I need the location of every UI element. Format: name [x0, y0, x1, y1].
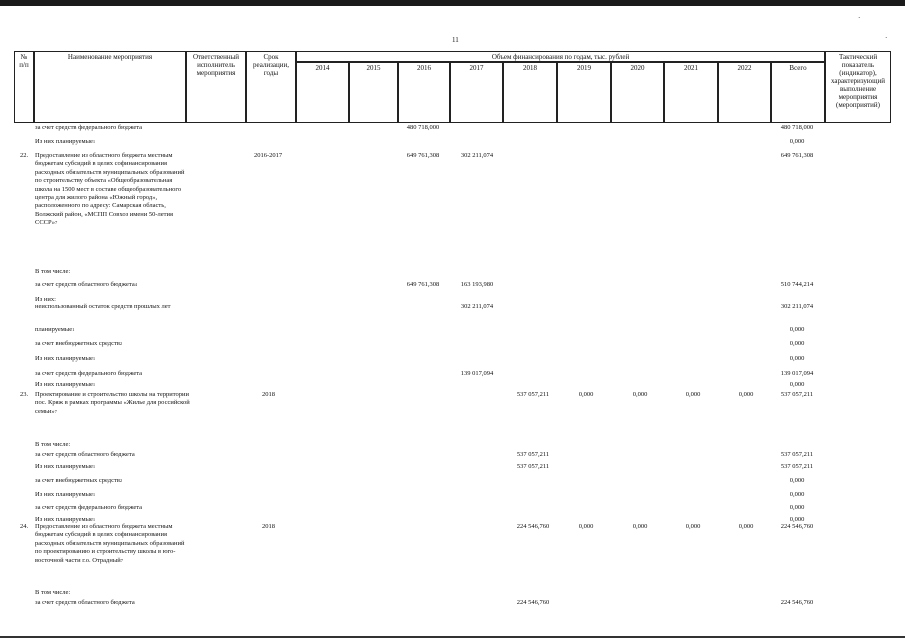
- row-label: [35, 391, 190, 416]
- value-2017: 302 211,074: [460, 152, 494, 159]
- footnote-ref: 4: [134, 282, 137, 287]
- row-label-text: Из них планируемые: [35, 491, 93, 498]
- header-executor: Ответственный исполнитель мероприятия: [186, 51, 246, 123]
- value-2022: 0,000: [738, 391, 754, 398]
- header-year: 2016: [398, 62, 450, 123]
- header-year: 2022: [718, 62, 771, 123]
- footnote-ref: 7: [120, 557, 123, 563]
- value-2021: 0,000: [685, 391, 701, 398]
- row-label: [35, 599, 190, 607]
- header-year: 2020: [611, 62, 664, 123]
- value-2016: 649 761,308: [406, 281, 440, 288]
- footnote-ref: 1: [92, 356, 96, 361]
- value-2019: 0,000: [578, 391, 594, 398]
- value-2018: 224 546,760: [516, 523, 550, 530]
- row-label: [35, 138, 190, 146]
- value-2017: 163 193,980: [460, 281, 494, 288]
- value-total: 0,000: [789, 477, 805, 484]
- footnote-ref: 1: [92, 139, 96, 144]
- row-number: 24.: [20, 523, 29, 530]
- page-number: 11: [452, 36, 459, 44]
- row-label: [35, 491, 190, 499]
- header-year: 2019: [557, 62, 611, 123]
- value-total: 224 546,760: [780, 523, 814, 530]
- row-label: [35, 504, 190, 512]
- row-number: 23.: [20, 391, 29, 398]
- footnote-ref: 7: [54, 408, 57, 414]
- value-total: 537 057,211: [780, 463, 814, 470]
- header-year: 2021: [664, 62, 718, 123]
- footnote-ref: 1: [92, 464, 96, 469]
- top-border: [0, 0, 905, 6]
- row-term: 2018: [262, 391, 275, 398]
- value-2019: 0,000: [578, 523, 594, 530]
- value-2017: 302 211,074: [460, 303, 494, 310]
- value-total: 224 546,760: [780, 599, 814, 606]
- row-label-text: за счет средств областного бюджета: [35, 281, 135, 288]
- scan-mark: ·: [858, 14, 861, 22]
- row-label-text: В том числе:: [35, 268, 71, 275]
- value-total: 139 017,094: [780, 370, 814, 377]
- value-total: 480 718,000: [780, 124, 814, 131]
- row-label-text: Из них планируемые: [35, 516, 93, 523]
- value-2018: 224 546,760: [516, 599, 550, 606]
- row-label: [35, 451, 190, 459]
- row-label-text: планируемые: [35, 326, 73, 333]
- row-term: 2018: [262, 523, 275, 530]
- value-total: 649 761,308: [780, 152, 814, 159]
- header-funding: Объем финансирования по годам, тыс. рублей: [296, 51, 825, 62]
- row-label: [35, 303, 190, 311]
- row-label: [35, 355, 190, 363]
- header-year: 2017: [450, 62, 503, 123]
- value-2018: 537 057,211: [516, 463, 550, 470]
- value-total: 0,000: [789, 381, 805, 388]
- value-2018: 537 057,211: [516, 451, 550, 458]
- header-term: Срок реализации, годы: [246, 51, 296, 123]
- value-2016: 480 718,000: [406, 124, 440, 131]
- value-total: 537 057,211: [780, 391, 814, 398]
- row-label-text: Из них:: [35, 296, 56, 303]
- value-total: 537 057,211: [780, 451, 814, 458]
- value-2016: 649 761,308: [406, 152, 440, 159]
- value-2018: 537 057,211: [516, 391, 550, 398]
- row-label: [35, 523, 190, 565]
- row-label-text: Из них планируемые: [35, 463, 93, 470]
- row-term: 2016-2017: [254, 152, 283, 159]
- row-label-text: за счет внебюджетных средств: [35, 477, 120, 484]
- footnote-ref: 7: [55, 220, 58, 226]
- scan-mark: ·: [885, 34, 888, 42]
- row-label-text: Из них планируемые: [35, 381, 93, 388]
- value-total: 0,000: [789, 340, 805, 347]
- value-2017: 139 017,094: [460, 370, 494, 377]
- value-total: 0,000: [789, 516, 805, 523]
- row-label: [35, 441, 190, 449]
- value-total: 0,000: [789, 355, 805, 362]
- row-label-text: В том числе:: [35, 441, 71, 448]
- row-label-text: за счет средств областного бюджета: [35, 451, 135, 458]
- value-total: 0,000: [789, 504, 805, 511]
- value-total: 0,000: [789, 138, 805, 145]
- footnote-ref: 1: [72, 327, 75, 332]
- header-year: Всего: [771, 62, 825, 123]
- row-label: [35, 281, 190, 289]
- row-label: [35, 477, 190, 485]
- row-label: [35, 268, 190, 276]
- value-total: 302 211,074: [780, 303, 814, 310]
- footnote-ref: 1: [92, 517, 96, 522]
- row-label: [35, 326, 190, 334]
- row-label-text: Предоставление из областного бюджета местным бюджетам субсидий в целях софинансирования расходных обязательств муниципальных образований по проектированию и строительству школы в юго-восточной части г.о. Отрадный: [35, 523, 185, 564]
- row-label: [35, 463, 190, 471]
- row-label-text: Из них планируемые: [35, 355, 93, 362]
- row-label: [35, 152, 190, 228]
- footnote-ref: 1: [92, 492, 96, 497]
- row-label-text: Предоставление из областного бюджета местным бюджетам субсидий в целях софинансирования расходных обязательств муниципальных образований по строительству объекта «Общеобразовательная школа на 1500 мест в составе общеобразовательного центра для жилого района «Южный город», расположенного по адресу: Самарская область, Волжский район, «МСПП Совхоз имени 50-летия СССР»: [35, 152, 185, 227]
- row-label-text: за счет внебюджетных средств: [35, 340, 120, 347]
- value-2020: 0,000: [632, 391, 648, 398]
- value-total: 0,000: [789, 491, 805, 498]
- row-label: [35, 589, 190, 597]
- value-2022: 0,000: [738, 523, 754, 530]
- value-total: 510 744,214: [780, 281, 814, 288]
- header-year: 2018: [503, 62, 557, 123]
- header-num: № п/п: [14, 51, 34, 123]
- header-year: 2015: [349, 62, 398, 123]
- footnote-ref: 2: [119, 478, 123, 483]
- row-label: [35, 370, 190, 378]
- row-label-text: за счет средств федерального бюджета: [35, 370, 143, 377]
- row-number: 22.: [20, 152, 29, 159]
- header-indicator: Тактический показатель (индикатор), характеризующий выполнение мероприятия (мероприятий): [825, 51, 891, 123]
- row-label-text: В том числе:: [35, 589, 71, 596]
- row-label-text: за счет средств областного бюджета: [35, 599, 135, 606]
- row-label: [35, 340, 190, 348]
- row-label-text: неиспользованный остаток средств прошлых лет: [35, 303, 171, 310]
- row-label-text: за счет средств федерального бюджета: [35, 124, 143, 131]
- value-2021: 0,000: [685, 523, 701, 530]
- row-label: [35, 124, 190, 132]
- row-label-text: Из них планируемые: [35, 138, 93, 145]
- header-name: Наименование мероприятия: [34, 51, 186, 123]
- bottom-border: [0, 636, 905, 638]
- footnote-ref: 2: [119, 341, 123, 346]
- row-label-text: Проектирование и строительство школы на территории пос. Кряж в рамках программы «Жилье для российской семьи»: [35, 391, 190, 415]
- row-label: [35, 381, 190, 389]
- footnote-ref: 1: [92, 382, 96, 387]
- header-year: 2014: [296, 62, 349, 123]
- row-label-text: за счет средств федерального бюджета: [35, 504, 143, 511]
- value-2020: 0,000: [632, 523, 648, 530]
- value-total: 0,000: [789, 326, 805, 333]
